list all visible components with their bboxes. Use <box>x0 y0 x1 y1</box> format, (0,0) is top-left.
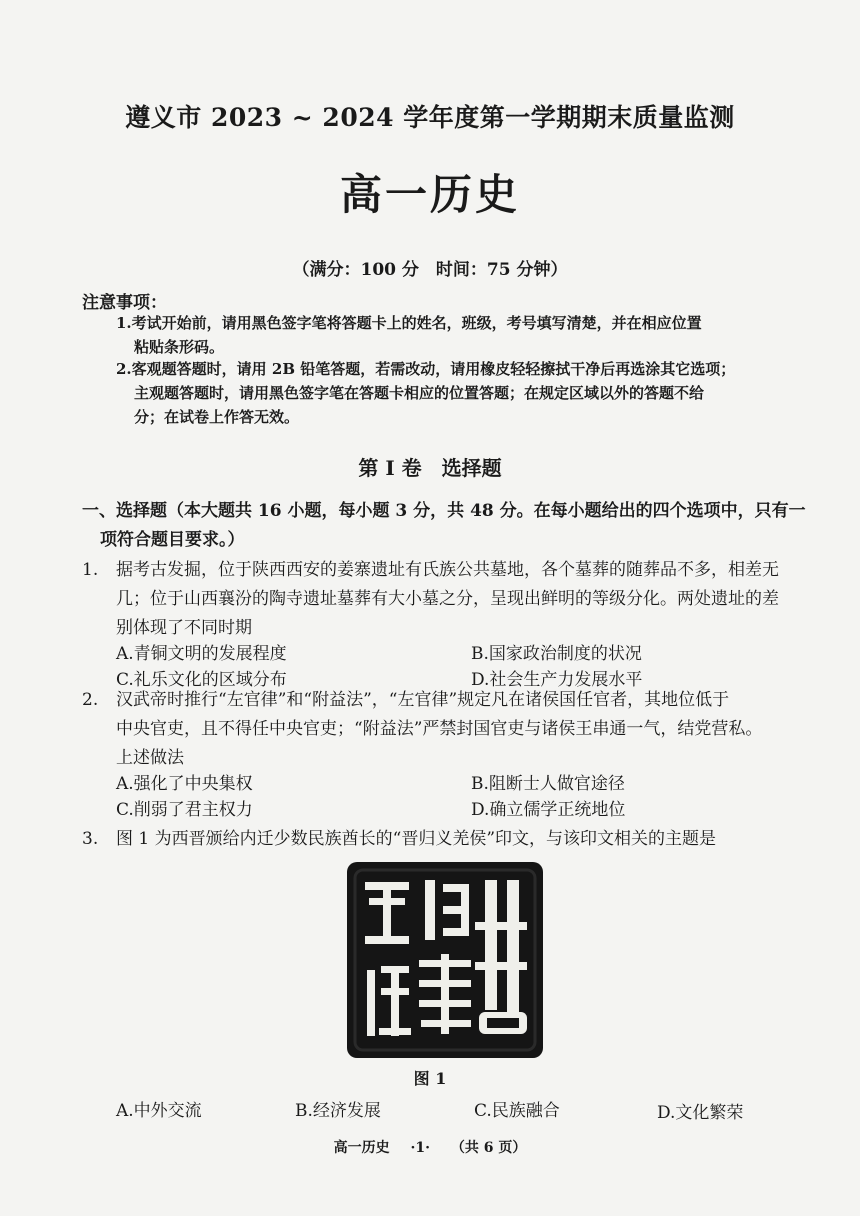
exam-title: 遵义市 2023 ~ 2024 学年度第一学期期末质量监测 <box>125 103 735 132</box>
notice-item-1 <box>116 311 816 359</box>
option-a: A.中外交流 <box>116 1101 202 1121</box>
option-c: C.礼乐文化的区域分布 <box>116 670 287 690</box>
option-c: C.民族融合 <box>474 1101 560 1121</box>
footer-total-pages: （共 6 页） <box>450 1140 527 1156</box>
option-a: A.强化了中央集权 <box>116 774 253 794</box>
footer-page-number: ·1· <box>410 1140 430 1156</box>
notice-item-1-line1: 1.考试开始前，请用黑色签字笔将答题卡上的姓名，班级，考号填写清楚，并在相应位置 <box>116 314 702 332</box>
question-stem-line: 中央官吏，且不得任中央官吏；“附益法”严禁封国官吏与诸侯王串通一气，结党营私。 <box>116 719 763 739</box>
question-number: 1. <box>82 560 99 580</box>
notice-item-1-line2: 粘贴条形码。 <box>134 338 225 356</box>
notice-item-2-line3: 分；在试卷上作答无效。 <box>134 408 300 426</box>
footer-subject: 高一历史 <box>333 1140 390 1156</box>
option-b: B.阻断士人做官途径 <box>471 774 625 794</box>
figure-caption: 图 1 <box>413 1069 447 1088</box>
option-d: D.社会生产力发展水平 <box>471 670 643 690</box>
notice-item-2 <box>116 357 816 429</box>
exam-meta: （满分：100 分 时间：75 分钟） <box>292 260 568 280</box>
question-2 <box>82 686 812 773</box>
option-a: A.青铜文明的发展程度 <box>116 644 287 664</box>
part-instructions-line1: 一、选择题（本大题共 16 小题，每小题 3 分，共 48 分。在每小题给出的四个选项中，只有一 <box>82 501 806 521</box>
section-title: 第 I 卷 选择题 <box>358 456 502 480</box>
option-d: D.文化繁荣 <box>657 1103 744 1123</box>
seal-graphic <box>347 862 543 1058</box>
question-number: 3. <box>82 829 99 849</box>
question-1 <box>82 556 812 643</box>
option-c: C.削弱了君主权力 <box>116 800 253 820</box>
question-stem-line: 几；位于山西襄汾的陶寺遗址墓葬有大小墓之分，呈现出鲜明的等级分化。两处遗址的差 <box>116 589 779 609</box>
notice-heading: 注意事项： <box>82 293 167 313</box>
question-stem-line: 别体现了不同时期 <box>116 618 252 638</box>
notice-item-2-line2: 主观题答题时，请用黑色签字笔在答题卡相应的位置答题；在规定区域以外的答题不给 <box>134 384 705 402</box>
page-footer <box>0 1137 860 1157</box>
question-3 <box>82 825 812 854</box>
notice-item-2-line1: 2.客观题答题时，请用 2B 铅笔答题，若需改动，请用橡皮轻轻擦拭干净后再选涂其它选项； <box>116 360 736 378</box>
seal-image <box>347 862 543 1058</box>
option-b: B.经济发展 <box>295 1101 381 1121</box>
exam-subject: 高一历史 <box>339 170 520 219</box>
question-stem-line: 图 1 为西晋颁给内迁少数民族酋长的“晋归义羌侯”印文，与该印文相关的主题是 <box>116 829 717 849</box>
part-instructions <box>82 497 812 555</box>
option-d: D.确立儒学正统地位 <box>471 800 626 820</box>
option-b: B.国家政治制度的状况 <box>471 644 642 664</box>
question-number: 2. <box>82 690 99 710</box>
question-stem-line: 上述做法 <box>116 748 184 768</box>
question-stem-line: 汉武帝时推行“左官律”和“附益法”，“左官律”规定凡在诸侯国任官者，其地位低于 <box>116 690 730 710</box>
question-stem-line: 据考古发掘，位于陕西西安的姜寨遗址有氏族公共墓地，各个墓葬的随葬品不多，相差无 <box>116 560 779 580</box>
part-instructions-line2: 项符合题目要求。） <box>100 530 245 550</box>
